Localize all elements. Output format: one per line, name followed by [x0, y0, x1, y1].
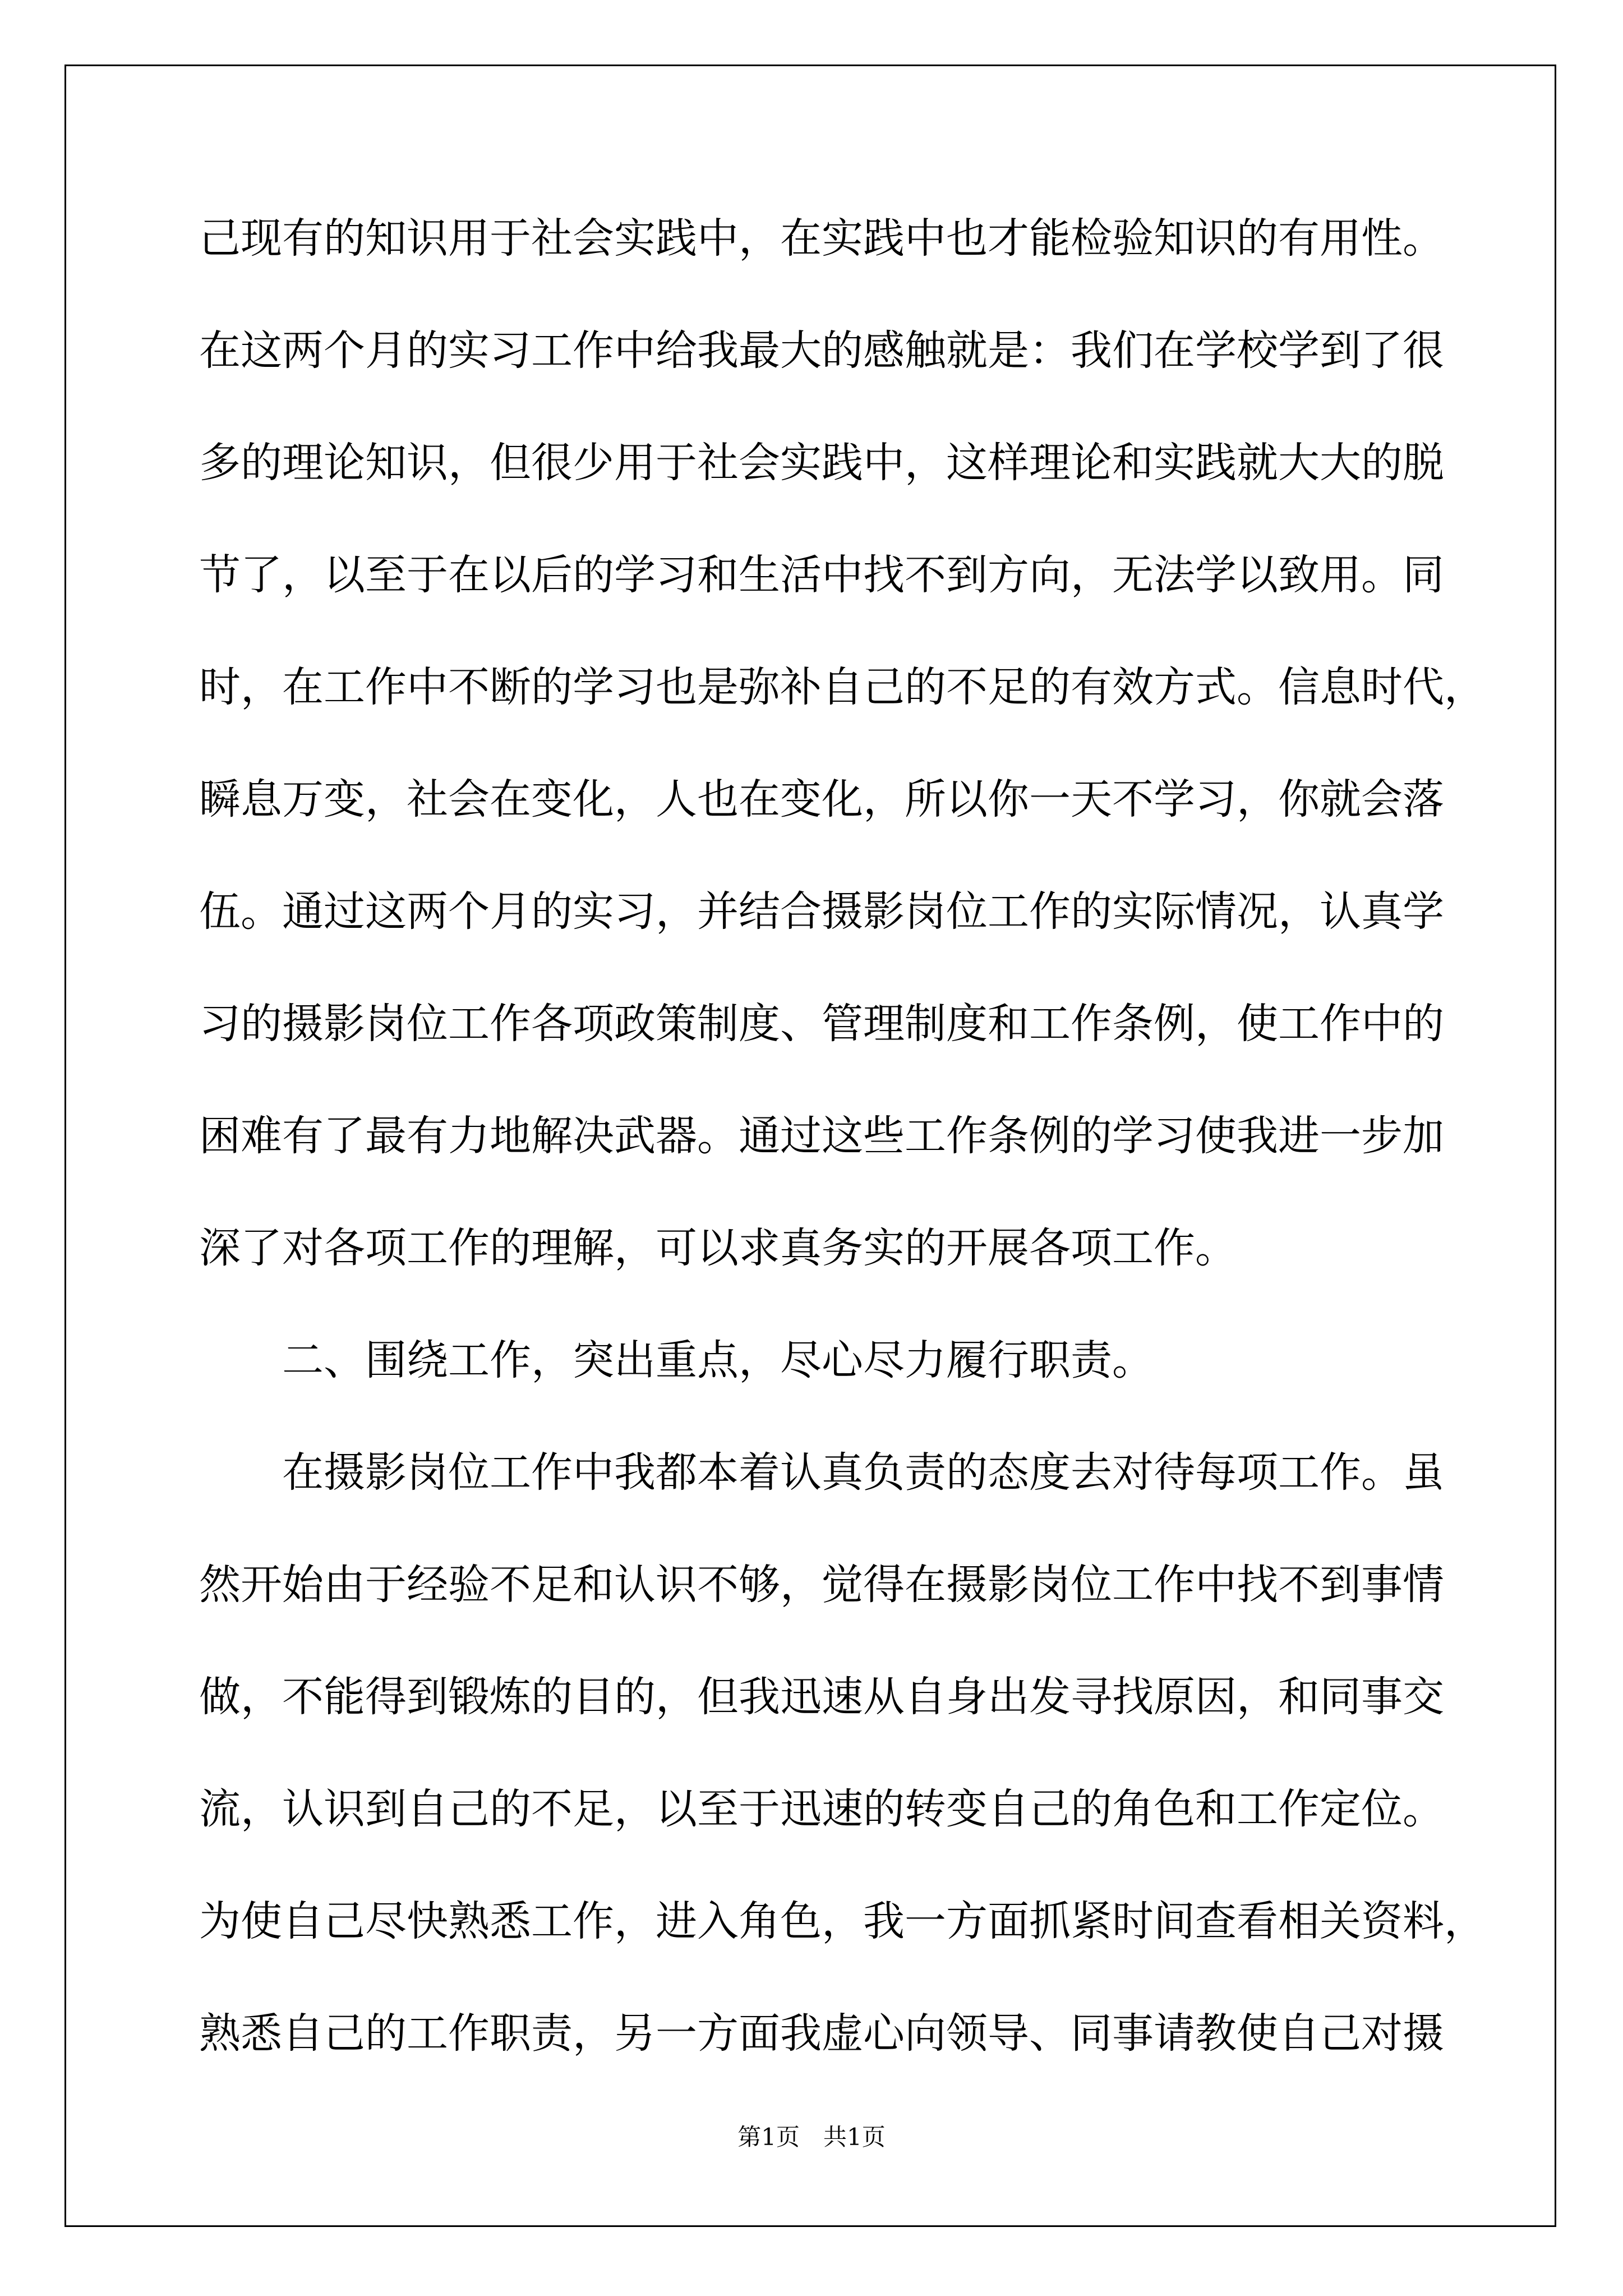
body-line: 己现有的知识用于社会实践中，在实践中也才能检验知识的有用性。 — [199, 214, 1444, 263]
body-line: 瞬息万变，社会在变化，人也在变化，所以你一天不学习，你就会落 — [199, 775, 1444, 823]
page-number-footer: 第1页 共1页 — [737, 2123, 886, 2151]
body-line: 熟悉自己的工作职责，另一方面我虚心向领导、同事请教使自己对摄 — [199, 2009, 1444, 2058]
section-heading: 二、围绕工作，突出重点，尽心尽力履行职责。 — [282, 1336, 1154, 1384]
body-line: 在这两个月的实习工作中给我最大的感触就是：我们在学校学到了很 — [199, 326, 1444, 375]
body-line: 然开始由于经验不足和认识不够，觉得在摄影岗位工作中找不到事情 — [199, 1561, 1444, 1609]
body-line: 深了对各项工作的理解，可以求真务实的开展各项工作。 — [199, 1224, 1237, 1272]
body-line: 多的理论知识，但很少用于社会实践中，这样理论和实践就大大的脱 — [199, 439, 1444, 487]
body-line: 节了，以至于在以后的学习和生活中找不到方向，无法学以致用。同 — [199, 551, 1444, 599]
body-line: 做，不能得到锻炼的目的，但我迅速从自身出发寻找原因，和同事交 — [199, 1673, 1444, 1721]
body-line: 习的摄影岗位工作各项政策制度、管理制度和工作条例，使工作中的 — [199, 1000, 1444, 1048]
body-line: 流，认识到自己的不足，以至于迅速的转变自己的角色和工作定位。 — [199, 1785, 1444, 1833]
body-line: 困难有了最有力地解决武器。通过这些工作条例的学习使我进一步加 — [199, 1112, 1444, 1160]
body-line: 时，在工作中不断的学习也是弥补自己的不足的有效方式。信息时代， — [199, 663, 1486, 711]
body-line: 伍。通过这两个月的实习，并结合摄影岗位工作的实际情况，认真学 — [199, 887, 1444, 936]
body-line: 为使自己尽快熟悉工作，进入角色，我一方面抓紧时间查看相关资料， — [199, 1897, 1486, 1945]
body-line: 在摄影岗位工作中我都本着认真负责的态度去对待每项工作。虽 — [282, 1448, 1444, 1497]
